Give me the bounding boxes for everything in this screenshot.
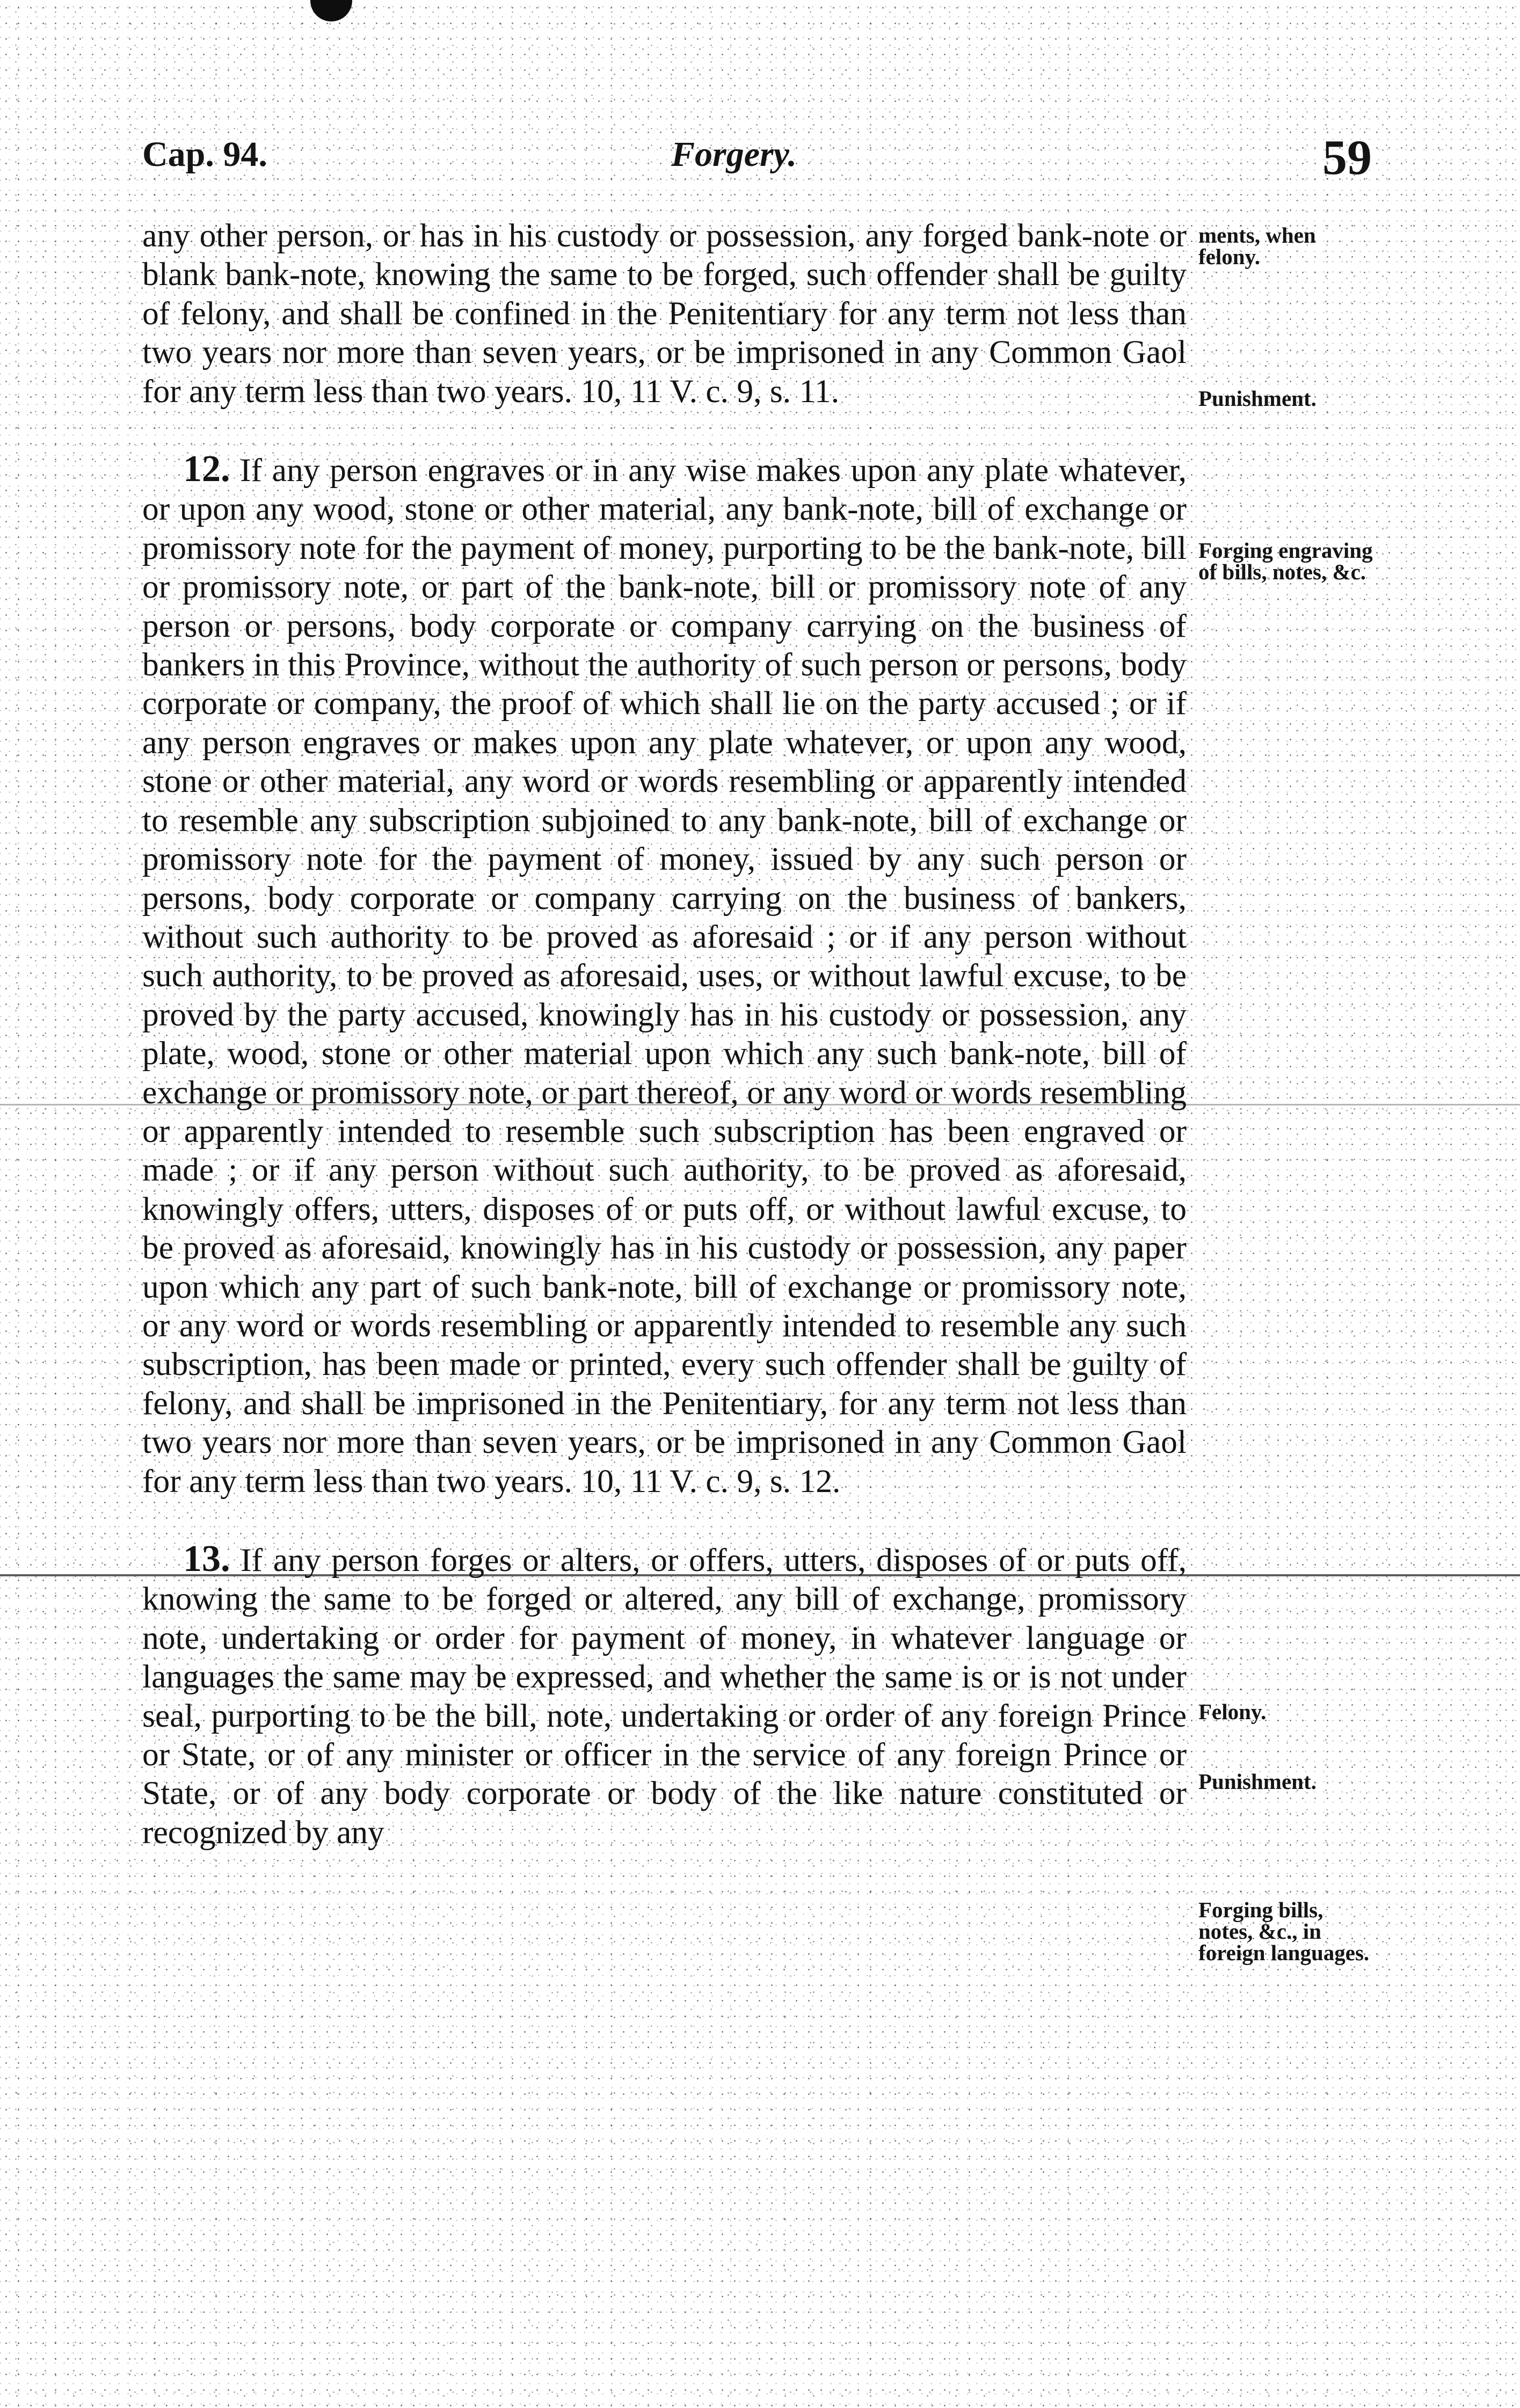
section-text: If any person forges or alters, or offers, utters, disposes of or puts off, knowing the same to be forged or altered, any bill of exchange, promissory note, undertaking or order for payment of money, in whatever language or languages the same may be expressed, and whether the same is or is not under seal, purporting to be the bill, note, undertaking or order of any foreign Prince or State, or of any minister or officer in the service of any foreign Prince or State, or of any body corporate or body of the like nature constituted or recognized by any <box>142 1542 1187 1851</box>
running-title: Forgery. <box>671 135 797 174</box>
section-number: 12. <box>183 448 230 490</box>
continuation-paragraph: any other person, or has in his custody or possession, any forged bank-note or blank bank-note, knowing the same to be forged, such offender shall be guilty of felony, and shall be confined in the Penitentiary for any term not less than two years nor more than seven years, or be imprisoned in any Common Gaol for any term less than two years. 10, 11 V. c. 9, s. 11. <box>142 217 1187 410</box>
section-text: If any person engraves or in any wise makes upon any plate whatever, or upon any wood, stone or other material, any bank-note, bill of exchange or promissory note for the payment of money, purporting to be the bank-note, bill or promissory note, or part of the bank-note, bill or promissory note of any person or persons, body corporate or company carrying on the business of bankers in this Province, without the authority of such person or persons, body corporate or company, the proof of which shall lie on the party accused ; or if any person engraves or makes upon any plate whatever, or upon any wood, stone or other material, any word or words resembling or apparently intended to resemble any subscription subjoined to any bank-note, bill of exchange or promissory note for the payment of money, issued by any such person or persons, body corporate or company carrying on the business of bankers, without such authority to be proved as aforesaid ; or if any person without such authority, to be proved as aforesaid, uses, or without lawful excuse, to be proved by the party accused, knowingly has in his custody or possession, any plate, wood, stone or other material upon which any such bank-note, bill of exchange or promissory note, or part thereof, or any word or words resembling or apparently intended to resemble such subscription has been engraved or made ; or if any person without such authority, to be proved as aforesaid, knowingly offers, utters, disposes of or puts off, or without lawful excuse, to be proved as aforesaid, knowingly has in his custody or possession, any paper upon which any part of such bank-note, bill of exchange or promissory note, or any word or words resembling or apparently intended to resemble any such subscription, has been made or printed, every such offender shall be guilty of felony, and shall be imprisoned in the Penitentiary, for any term not less than two years nor more than seven years, or be imprisoned in any Common Gaol for any term less than two years. 10, 11 V. c. 9, s. 12. <box>142 452 1187 1500</box>
ink-blot <box>310 0 352 21</box>
section-number: 13. <box>183 1538 230 1580</box>
body-text <box>142 216 1187 1852</box>
margin-note: Punishment. <box>1198 386 1317 411</box>
chapter-label: Cap. 94. <box>142 135 267 174</box>
section-12 <box>142 450 1187 1501</box>
margin-note: Punishment. <box>1198 1769 1317 1794</box>
section-13 <box>142 1540 1187 1852</box>
margin-note: Forging bills, notes, &c., in foreign languages. <box>1198 1897 1370 1965</box>
page-number: 59 <box>1322 130 1372 185</box>
margin-note: ments, when felony. <box>1198 223 1316 269</box>
margin-note: Forging engraving of bills, notes, &c. <box>1198 538 1373 584</box>
margin-note: Felony. <box>1198 1699 1267 1724</box>
running-header <box>142 129 1372 188</box>
